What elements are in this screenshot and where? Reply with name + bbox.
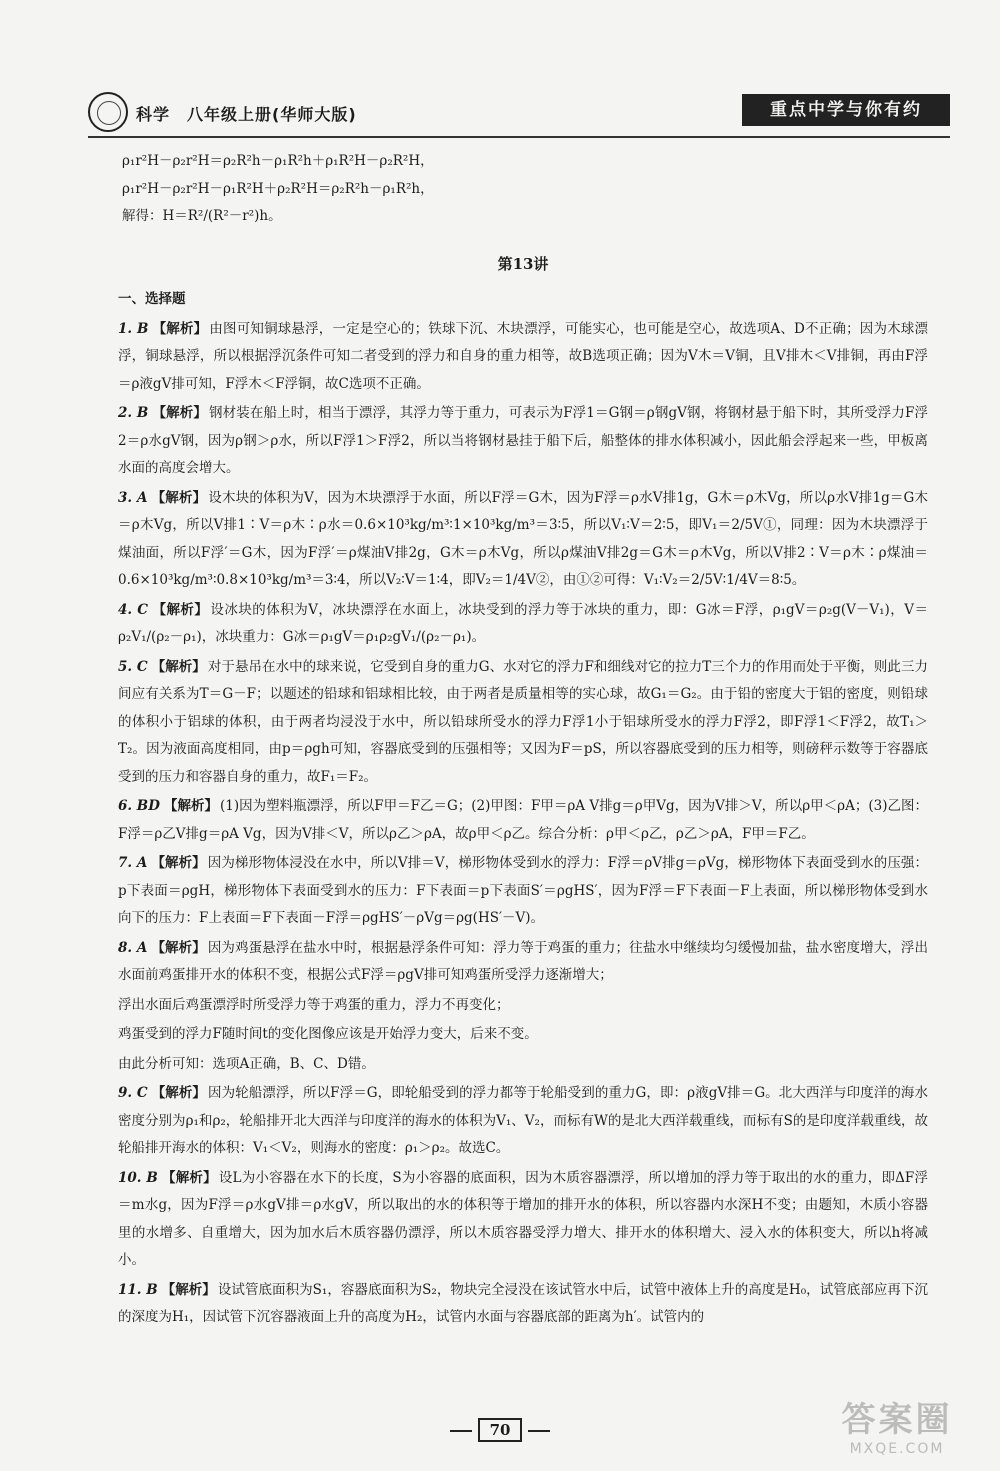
equation-line: ρ₁r²H－ρ₂r²H＝ρ₂R²h－ρ₁R²h＋ρ₁R²H－ρ₂R²H，: [122, 153, 434, 169]
answer-number: 11. B: [118, 1281, 158, 1298]
book-title: 科学 八年级上册(华师大版): [136, 105, 357, 124]
page-content: [118, 148, 928, 1334]
analysis-tag: 【解析】: [151, 658, 206, 675]
footer-ornament-right: [528, 1430, 550, 1432]
answer-number: 6. BD: [118, 798, 160, 814]
page-footer: [446, 1418, 554, 1442]
answer-item: [118, 1080, 928, 1163]
answer-item: [118, 1277, 928, 1332]
answer-text: 钢材装在船上时，相当于漂浮，其浮力等于重力，可表示为F浮1＝G钢＝ρ钢gV钢，将钢材悬于船下时，其所受浮力F浮2＝ρ水gV钢，因为ρ钢＞ρ水，所以F浮1＞F浮2，所以当将钢材悬挂于船下后，船整体的排水体积减小，因此船会浮起来一些，甲板离水面的高度会增大。: [118, 405, 928, 476]
answer-item: [118, 597, 928, 652]
page-number: 70: [478, 1418, 522, 1442]
analysis-tag: 【解析】: [151, 489, 207, 506]
answer-text: 因为轮船漂浮，所以F浮＝G，即轮船受到的浮力都等于轮船受到的重力G，即：ρ液gV排＝G。北大西洋与印度洋的海水密度分别为ρ₁和ρ₂，轮船排开北大西洋与印度洋的海水的体积为V₁、V₂，而标有W的是北大西洋载重线，而标有S的是印度洋载重线，故轮船排开海水的体积：V₁＜V₂，则海水的密度：ρ₁＞ρ₂。故选C。: [118, 1085, 929, 1156]
answer-text: 因为鸡蛋悬浮在盐水中时，根据悬浮条件可知：浮力等于鸡蛋的重力；往盐水中继续均匀缓慢加盐，盐水密度增大，浮出水面前鸡蛋排开水的体积不变，根据公式F浮＝ρgV排可知鸡蛋所受浮力逐渐增大；: [118, 939, 928, 983]
answer-text: 设L为小容器在水下的长度，S为小容器的底面积，因为木质容器漂浮，所以增加的浮力等于取出的水的重力，即ΔF浮＝m水g，因为F浮＝ρ水gV排＝ρ水gV，所以取出的水的体积等于增加的排开水的体积，所以容器内水深H不变；由题知，木质小容器里的水增多、自重增大，因为加水后木质容器仍漂浮，所以木质容器受浮力增大、排开水的体积增大、浸入水的体积变大，所以h将减小。: [118, 1169, 929, 1268]
watermark: [812, 1400, 982, 1466]
answer-number: 1. B: [118, 320, 149, 337]
answer-text: 因为梯形物体浸没在水中，所以V排＝V，梯形物体受到水的浮力：F浮＝ρV排g＝ρVg，梯形物体下表面受到水的压强：p下表面＝ρgH，梯形物体下表面受到水的压力：F下表面＝p下表面S′＝ρgHS′，因为F浮＝F下表面－F上表面，所以梯形物体受到水向下的压力：F上表面＝F下表面－F浮＝ρgHS′－ρVg＝ρg(HS′－V)。: [118, 855, 928, 926]
section-title: 一、选择题: [118, 291, 186, 307]
answer-number: 8. A: [118, 939, 148, 956]
answer-text: 对于悬吊在水中的球来说，它受到自身的重力G、水对它的浮力F和细线对它的拉力T三个力的作用而处于平衡，则此三力间应有关系为T＝G－F；以题述的铅球和铝球相比较，由于两者是质量相等的实心球，故G₁＝G₂。由于铅的密度大于铝的密度，则铅球的体积小于铝球的体积，由于两者均浸没于水中，所以铅球所受水的浮力F浮1小于铝球所受水的浮力F浮2，即F浮1＜F浮2，故T₁＞T₂。因为液面高度相同，由p＝ρgh可知，容器底受到的压强相等；又因为F＝pS，所以容器底受到的压力相等，则磅秤示数等于容器底受到的压力和容器自身的重力，故F₁＝F₂。: [118, 658, 929, 785]
answer-item: [118, 1021, 928, 1049]
answer-item: [118, 1051, 928, 1079]
answer-item: [118, 316, 928, 399]
analysis-tag: 【解析】: [161, 1169, 217, 1186]
watermark-logo-text: 答案圈: [841, 1400, 953, 1440]
equation-line: 解得：H＝R²/(R²－r²)h。: [122, 208, 282, 224]
answer-number: 7. A: [118, 855, 148, 871]
answer-text: (1)因为塑料瓶漂浮，所以F甲＝F乙＝G；(2)甲图：F甲＝ρA V排g＝ρ甲Vg，因为V排＞V，所以ρ甲＜ρA；(3)乙图：F浮＝ρ乙V排g＝ρA Vg，因为V排＜V，所以ρ乙＞ρA，故ρ甲＜ρ乙。综合分析：ρ甲＜ρ乙，ρ乙＞ρA，F甲＝F乙。: [118, 798, 928, 842]
answer-item: [118, 400, 928, 483]
answer-number: 4. C: [118, 601, 149, 618]
lecture-title: 第13讲: [497, 254, 549, 273]
footer-ornament-left: [450, 1430, 472, 1432]
answer-text: 浮出水面后鸡蛋漂浮时所受浮力等于鸡蛋的重力，浮力不再变化；: [118, 996, 510, 1013]
answer-item: [118, 793, 928, 848]
analysis-tag: 【解析】: [152, 320, 208, 337]
analysis-tag: 【解析】: [152, 405, 207, 421]
analysis-tag: 【解析】: [151, 1085, 206, 1101]
answer-text: 由此分析可知：选项A正确，B、C、D错。: [118, 1055, 375, 1072]
answer-item: [118, 1165, 928, 1275]
answer-text: 鸡蛋受到的浮力F随时间t的变化图像应该是开始浮力变大，后来不变。: [118, 1026, 538, 1042]
school-logo-icon: [88, 92, 128, 132]
analysis-tag: 【解析】: [161, 1281, 216, 1298]
answer-item: [118, 485, 928, 595]
analysis-tag: 【解析】: [151, 939, 206, 956]
answer-number: 9. C: [118, 1085, 148, 1101]
page-header: [88, 86, 950, 138]
answer-number: 3. A: [118, 489, 148, 506]
analysis-tag: 【解析】: [151, 855, 206, 871]
answer-text: 设冰块的体积为V，冰块漂浮在水面上，冰块受到的浮力等于冰块的重力，即：G冰＝F浮，ρ₁gV＝ρ₂g(V－V₁)，V＝ρ₂V₁/(ρ₂－ρ₁)，冰块重力：G冰＝ρ₁gV＝ρ₁ρ₂gV₁/(ρ₂－ρ₁)。: [118, 601, 928, 645]
answer-number: 2. B: [118, 405, 149, 421]
answer-text: 由图可知铜球悬浮，一定是空心的；铁球下沉、木块漂浮，可能实心，也可能是空心，故选项A、D不正确；因为木球漂浮，铜球悬浮，所以根据浮沉条件可知二者受到的浮力和自身的重力相等，故B选项正确；因为V木＝V铜，且V排木＜V排铜，再由F浮＝ρ液gV排可知，F浮木＜F浮铜，故C选项不正确。: [118, 320, 928, 392]
equation-line: ρ₁r²H－ρ₂r²H－ρ₁R²H＋ρ₂R²H＝ρ₂R²h－ρ₁R²h，: [122, 180, 434, 197]
answer-item: [118, 935, 928, 990]
answer-text: 设木块的体积为V，因为木块漂浮于水面，所以F浮＝G木，因为F浮＝ρ水V排1g，G木＝ρ木Vg，所以ρ水V排1g＝G木＝ρ木Vg，所以V排1∶V＝ρ木∶ρ水＝0.6×10³kg/m³∶1×10³kg/m³＝3∶5，所以V₁∶V＝2∶5，即V₁＝2/5V①，同理：因为木块漂浮于煤油面，所以F浮′＝G木，因为F浮′＝ρ煤油V排2g，G木＝ρ木Vg，所以ρ煤油V排2g＝G木＝ρ木Vg，所以V排2∶V＝ρ木∶ρ煤油＝0.6×10³kg/m³∶0.8×10³kg/m³＝3∶4，所以V₂∶V＝1∶4，即V₂＝1/4V②，由①②可得：V₁∶V₂＝2/5V∶1/4V＝8∶5。: [118, 489, 929, 588]
answer-text: 设试管底面积为S₁，容器底面积为S₂，物块完全浸没在该试管水中后，试管中液体上升的高度是H₀，试管底部应再下沉的深度为H₁，因试管下沉容器液面上升的高度为H₂，试管内水面与容器底部的距离为h′。试管内的: [118, 1281, 928, 1325]
answer-number: 10. B: [118, 1169, 158, 1186]
answer-number: 5. C: [118, 658, 148, 675]
analysis-tag: 【解析】: [163, 798, 218, 814]
analysis-tag: 【解析】: [152, 601, 209, 618]
answer-list: [118, 316, 928, 1332]
answer-item: [118, 654, 928, 792]
series-brand: 重点中学与你有约: [742, 94, 950, 126]
answer-item: [118, 992, 928, 1020]
answer-item: [118, 850, 928, 933]
watermark-url: MXQE.COM: [849, 1441, 945, 1457]
